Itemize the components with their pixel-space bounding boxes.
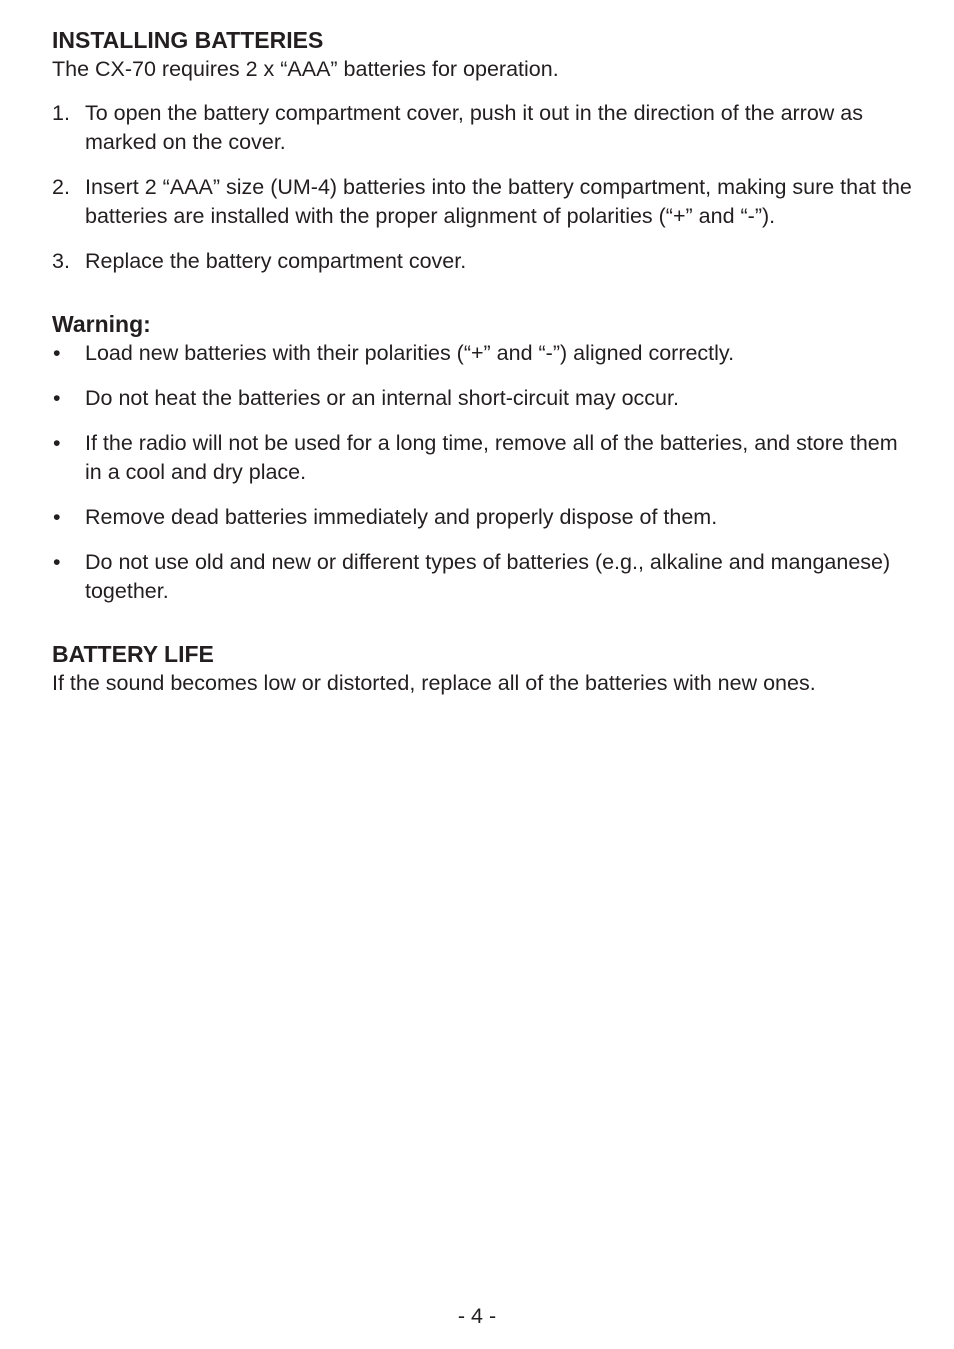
- battery-life-text: If the sound becomes low or distorted, replace all of the batteries with new ones.: [52, 671, 816, 695]
- warning-text: If the radio will not be used for a long time, remove all of the batteries, and store them in a cool and dry place.: [85, 431, 898, 484]
- step-text: Replace the battery compartment cover.: [85, 249, 467, 273]
- list-item: [52, 99, 912, 157]
- battery-life-heading: BATTERY LIFE: [52, 641, 214, 667]
- list-item: [52, 173, 912, 231]
- list-item: [52, 503, 912, 532]
- bullet-marker: •: [53, 550, 61, 574]
- list-item: [52, 548, 912, 606]
- bullet-marker: •: [53, 341, 61, 365]
- list-item: [52, 429, 912, 487]
- list-item: [52, 384, 912, 413]
- installing-batteries-heading: INSTALLING BATTERIES: [52, 27, 324, 53]
- warning-text: Do not use old and new or different types of batteries (e.g., alkaline and manganese) together.: [85, 550, 891, 603]
- step-text: To open the battery compartment cover, push it out in the direction of the arrow as marked on the cover.: [85, 101, 864, 154]
- warning-heading: Warning:: [52, 311, 151, 337]
- step-text: Insert 2 “AAA” size (UM-4) batteries into the battery compartment, making sure that the batteries are installed with the proper alignment of polarities (“+” and “-”).: [85, 175, 912, 228]
- warning-list: [52, 339, 912, 606]
- manual-page: [52, 25, 912, 698]
- step-number: 1.: [52, 101, 70, 125]
- warning-text: Do not heat the batteries or an internal short-circuit may occur.: [85, 386, 679, 410]
- list-item: [52, 339, 912, 368]
- step-number: 2.: [52, 175, 70, 199]
- list-item: [52, 247, 912, 276]
- warning-text: Load new batteries with their polarities (“+” and “-”) aligned correctly.: [85, 341, 735, 365]
- step-number: 3.: [52, 249, 70, 273]
- bullet-marker: •: [53, 431, 61, 455]
- bullet-marker: •: [53, 505, 61, 529]
- warning-text: Remove dead batteries immediately and properly dispose of them.: [85, 505, 718, 529]
- bullet-marker: •: [53, 386, 61, 410]
- installing-intro: The CX-70 requires 2 x “AAA” batteries for operation.: [52, 57, 559, 81]
- installation-steps-list: [52, 99, 912, 276]
- page-number: - 4 -: [457, 1304, 497, 1328]
